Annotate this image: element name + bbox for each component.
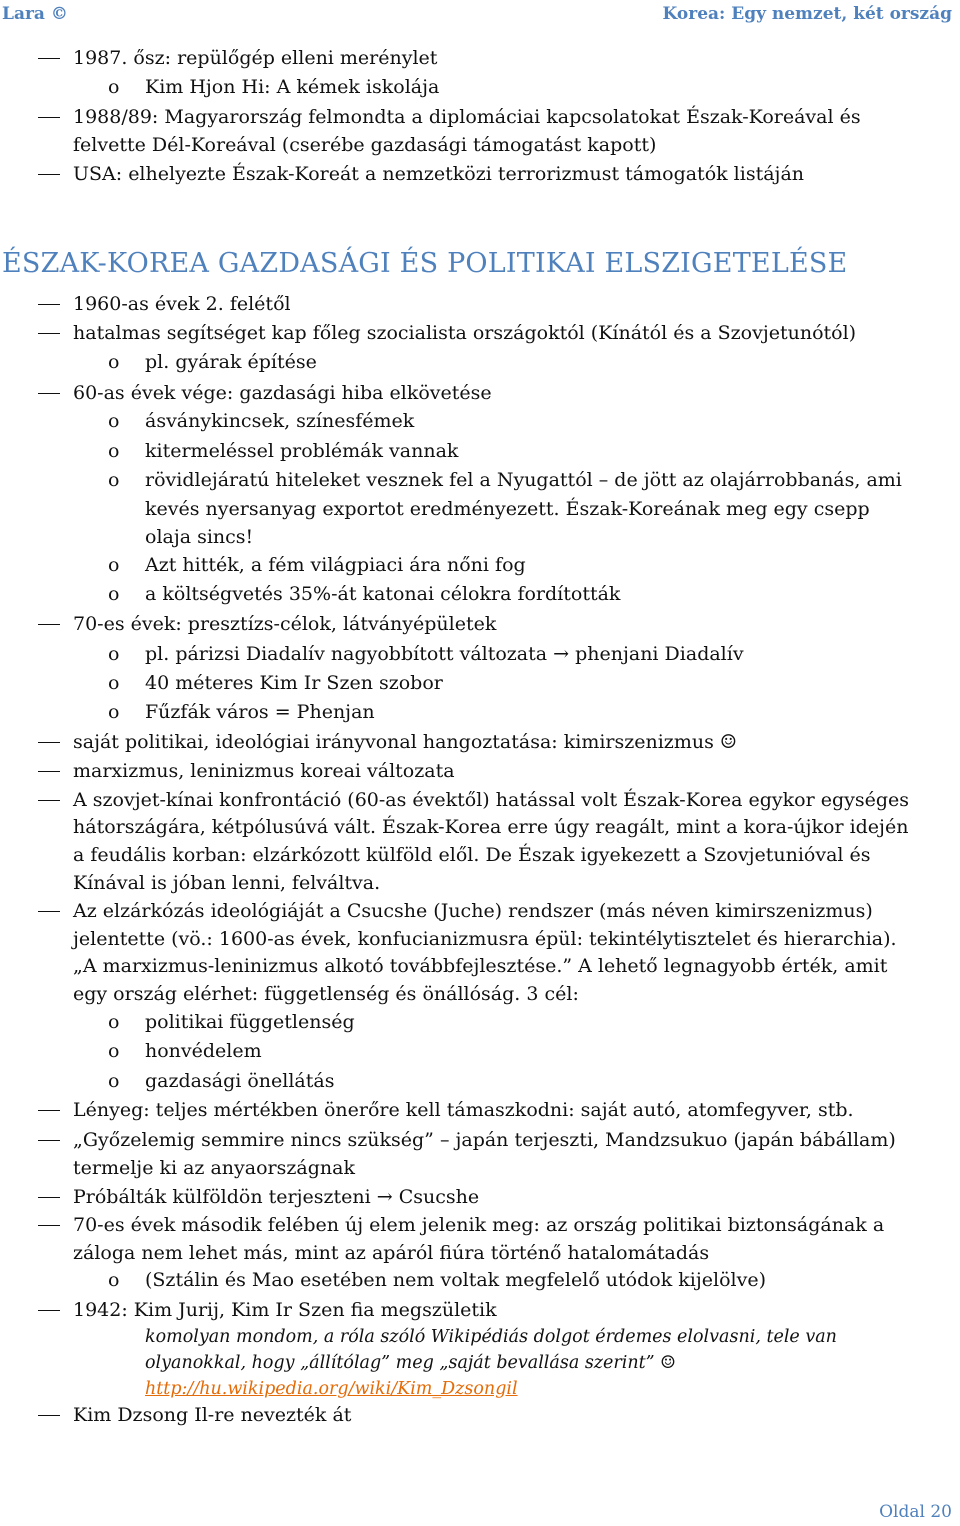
dash-bullet (38, 624, 60, 625)
dash-bullet (38, 911, 60, 912)
o-bullet: o (108, 351, 120, 373)
dash-bullet (38, 1110, 60, 1111)
o-bullet: o (108, 701, 120, 723)
o-bullet: o (108, 410, 120, 432)
o-bullet: o (108, 1269, 120, 1291)
dash-bullet (38, 117, 60, 118)
dash-bullet (38, 1140, 60, 1141)
dash-bullet (38, 393, 60, 394)
dash-bullet (38, 58, 60, 59)
o-bullet: o (108, 440, 120, 462)
dash-bullet (38, 771, 60, 772)
dash-bullet (38, 304, 60, 305)
dash-bullet (38, 174, 60, 175)
o-bullet: o (108, 1070, 120, 1092)
header-title: Korea: Egy nemzet, két ország (662, 4, 952, 24)
page-header (0, 4, 960, 30)
dash-bullet (38, 742, 60, 743)
dash-bullet (38, 333, 60, 334)
o-bullet: o (108, 1040, 120, 1062)
o-bullet: o (108, 672, 120, 694)
o-bullet: o (108, 554, 120, 576)
dash-bullet (38, 800, 60, 801)
o-bullet: o (108, 76, 120, 98)
page-number: Oldal 20 (879, 1502, 952, 1522)
o-bullet: o (108, 643, 120, 665)
header-author: Lara © (2, 4, 68, 24)
dash-bullet (38, 1310, 60, 1311)
dash-bullet (38, 1225, 60, 1226)
dash-bullet (38, 1197, 60, 1198)
section-heading: ÉSZAK-KOREA GAZDASÁGI ÉS POLITIKAI ELSZIGETELÉSE (2, 248, 848, 279)
o-bullet: o (108, 1011, 120, 1033)
o-bullet: o (108, 583, 120, 605)
wikipedia-link[interactable]: http://hu.wikipedia.org/wiki/Kim_Dzsongil (145, 1379, 518, 1399)
o-bullet: o (108, 469, 120, 491)
dash-bullet (38, 1415, 60, 1416)
